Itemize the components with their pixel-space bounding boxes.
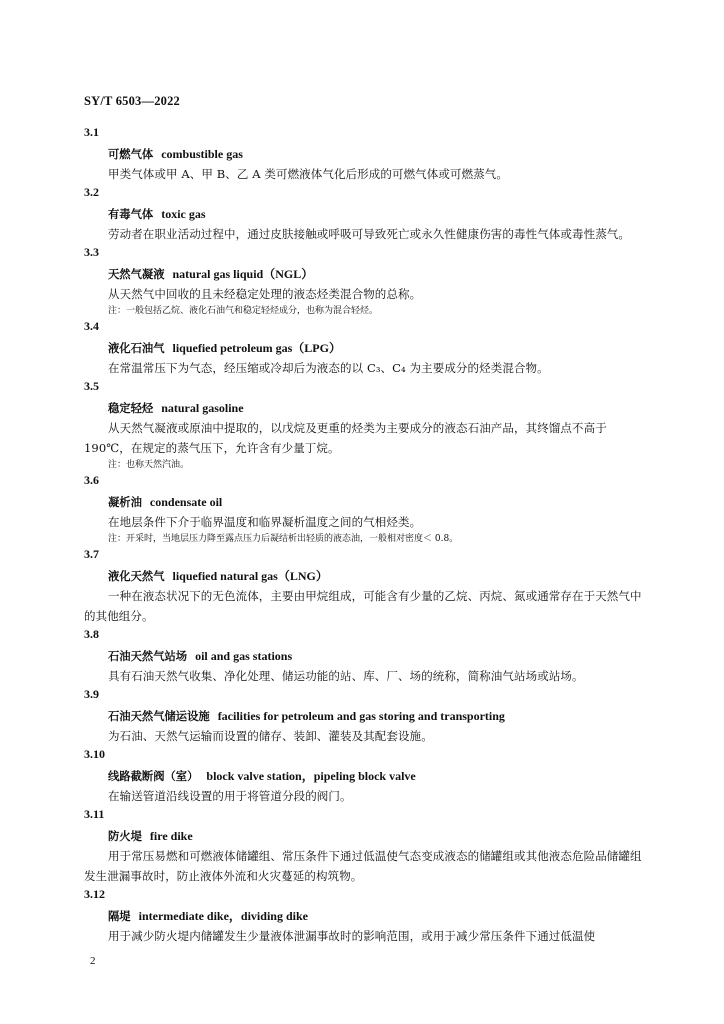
- term-title: [84, 266, 644, 282]
- term-english: natural gas liquid（NGL）: [172, 267, 314, 281]
- term-entry: [84, 378, 644, 472]
- term-english: liquefied natural gas（LNG）: [172, 569, 328, 583]
- entry-number: 3.4: [84, 319, 99, 333]
- entry-number: 3.12: [84, 887, 105, 901]
- term-english: facilities for petroleum and gas storing and transporting: [217, 709, 505, 723]
- term-title: [84, 908, 644, 924]
- term-english: natural gasoline: [161, 401, 244, 415]
- term-title: [84, 494, 644, 510]
- term-definition: 在常温常压下为气态，经压缩或冷却后为液态的以 C₃、C₄ 为主要成分的烃类混合物。: [108, 361, 549, 375]
- term-title: [84, 146, 644, 162]
- term-english: intermediate dike，dividing dike: [138, 909, 308, 923]
- term-definition: 在输送管道沿线设置的用于将管道分段的阀门。: [108, 789, 352, 803]
- term-english: toxic gas: [161, 207, 206, 221]
- term-entry: [84, 626, 644, 686]
- term-note: 注：开采时，当地层压力降至露点压力后凝结析出轻质的液态油，一般相对密度＜ 0.8。: [108, 534, 459, 544]
- entry-number: 3.2: [84, 185, 99, 199]
- term-chinese: 防火堤: [108, 830, 142, 843]
- term-english: oil and gas stations: [195, 649, 293, 663]
- standard-code-header: SY/T 6503—2022: [84, 94, 180, 108]
- term-entry: [84, 472, 644, 546]
- term-entry: [84, 686, 644, 746]
- term-english: combustible gas: [161, 147, 243, 161]
- term-entry: [84, 806, 644, 886]
- term-title: [84, 206, 644, 222]
- term-title: [84, 828, 644, 844]
- entry-number: 3.3: [84, 245, 99, 259]
- entry-number: 3.10: [84, 747, 105, 761]
- term-chinese: 线路截断阀（室）: [108, 770, 199, 783]
- term-entry: [84, 124, 644, 184]
- term-definition: 具有石油天然气收集、净化处理、储运功能的站、库、厂、场的统称，简称油气站场或站场。: [108, 669, 584, 683]
- term-note: 注：一般包括乙烷、液化石油气和稳定轻烃成分，也称为混合轻烃。: [108, 306, 379, 316]
- term-chinese: 稳定轻烃: [108, 402, 154, 415]
- term-title: [84, 768, 644, 784]
- entry-number: 3.11: [84, 807, 105, 821]
- term-chinese: 液化天然气: [108, 570, 165, 583]
- term-english: condensate oil: [149, 495, 223, 509]
- term-definition: 用于常压易燃和可燃液体储罐组、常压条件下通过低温使气态变成液态的储罐组或其他液态危险品储罐组发生泄漏事故时，防止液体外流和火灾蔓延的构筑物。: [84, 849, 642, 883]
- entry-number: 3.6: [84, 473, 99, 487]
- term-chinese: 石油天然气储运设施: [108, 710, 210, 723]
- term-definition: 用于减少防火堤内储罐发生少量液体泄漏事故时的影响范围，或用于减少常压条件下通过低温使: [108, 929, 596, 943]
- page-number: 2: [90, 955, 96, 967]
- entry-number: 3.5: [84, 379, 99, 393]
- term-definition: 从天然气中回收的且未经稳定处理的液态烃类混合物的总称。: [108, 287, 422, 301]
- term-definition: 从天然气凝液或原油中提取的，以戊烷及更重的烃类为主要成分的液态石油产品，其终馏点不高于 190℃，在规定的蒸气压下，允许含有少量丁烷。: [84, 421, 607, 455]
- term-entry: [84, 746, 644, 806]
- terms-section: [84, 124, 644, 946]
- term-chinese: 隔堤: [108, 910, 131, 923]
- term-english: fire dike: [149, 829, 193, 843]
- term-entry: [84, 546, 644, 626]
- term-title: [84, 568, 644, 584]
- term-title: [84, 648, 644, 664]
- term-chinese: 凝析油: [108, 496, 142, 509]
- term-entry: [84, 318, 644, 378]
- term-definition: 甲类气体或甲 A、甲 B、乙 A 类可燃液体气化后形成的可燃气体或可燃蒸气。: [108, 167, 508, 181]
- term-definition: 劳动者在职业活动过程中，通过皮肤接触或呼吸可导致死亡或永久性健康伤害的毒性气体或毒性蒸气。: [108, 227, 630, 241]
- term-english: block valve station，pipeling block valve: [206, 769, 416, 783]
- entry-number: 3.8: [84, 627, 99, 641]
- term-entry: [84, 886, 644, 946]
- term-entry: [84, 184, 644, 244]
- term-english: liquefied petroleum gas（LPG）: [172, 341, 341, 355]
- term-title: [84, 340, 644, 356]
- term-definition: 为石油、天然气运输而设置的储存、装卸、灌装及其配套设施。: [108, 729, 433, 743]
- term-chinese: 天然气凝液: [108, 268, 165, 281]
- term-definition: 在地层条件下介于临界温度和临界凝析温度之间的气相烃类。: [108, 515, 422, 529]
- entry-number: 3.1: [84, 125, 99, 139]
- term-definition: 一种在液态状况下的无色流体，主要由甲烷组成，可能含有少量的乙烷、丙烷、氮或通常存在于天然气中的其他组分。: [84, 589, 642, 623]
- term-chinese: 液化石油气: [108, 342, 165, 355]
- term-chinese: 有毒气体: [108, 208, 154, 221]
- term-title: [84, 708, 644, 724]
- term-chinese: 石油天然气站场: [108, 650, 188, 663]
- term-title: [84, 400, 644, 416]
- term-entry: [84, 244, 644, 318]
- entry-number: 3.9: [84, 687, 99, 701]
- entry-number: 3.7: [84, 547, 99, 561]
- term-chinese: 可燃气体: [108, 148, 154, 161]
- term-note: 注：也称天然汽油。: [108, 460, 190, 470]
